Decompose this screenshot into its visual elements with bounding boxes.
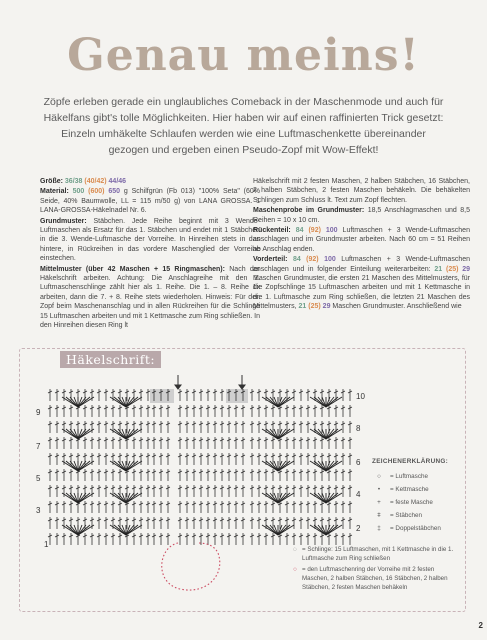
back-piece-text: Luftmaschen + 3 Wende-Luftmaschen anschlagen und im Grundmuster arbeiten. Nach 60 cm = 51 Reihen ab Anschlag enden.: [253, 227, 470, 253]
row-number-9: 9: [36, 408, 41, 417]
fan-stroke: [118, 461, 126, 471]
fan-stroke: [118, 493, 126, 503]
legend-label: = Doppelstäbchen: [390, 525, 441, 532]
loop-icon: ◌: [293, 546, 297, 553]
front-c: 100: [324, 256, 336, 264]
front-d: 21: [434, 265, 443, 273]
material-c: 650: [108, 188, 121, 196]
material-b: (600): [88, 188, 105, 196]
intro-text: Zöpfe erleben gerade ein unglaubliches Comeback in der Maschenmode und auch für Häkelfans gibt's tolle Möglichkeiten. Hier haben wir auf einen raffinierten Trick gesetzt: Einzeln umhäkelte Schlaufen werden wie eine Luftmaschenkette übereinander gezogen und ergeben einen Pseudo-Zopf mit Wow-Effekt!: [43, 96, 444, 156]
row-number-6: 6: [356, 458, 361, 467]
front-e: (25): [445, 265, 459, 273]
ground-pattern-label: Grundmuster:: [40, 217, 87, 225]
row-number-10: 10: [356, 392, 365, 401]
front-piece-paragraph: [253, 255, 470, 311]
continuation-paragraph: [253, 177, 470, 205]
middle-pattern-label: Mittelmuster (über 42 Maschen + 15 Ringmaschen):: [40, 265, 225, 273]
instructions-left-column: [40, 177, 260, 332]
instructions-right-column: [253, 177, 470, 313]
page-number: 2: [478, 621, 483, 630]
front-piece-text-1: Luftmaschen + 3 Wende-Luftmaschen anschlagen und in folgender Einteilung weiterarbeiten:: [253, 256, 470, 273]
legend-item: [372, 496, 462, 509]
material-paragraph: [40, 187, 260, 215]
note-text: = Schlinge: 15 Luftmaschen, mit 1 Kettmasche in die 1. Luftmasche zum Ring schließen: [302, 546, 454, 562]
fan-stroke: [118, 429, 126, 439]
note-item: [288, 545, 460, 563]
back-piece-paragraph: [253, 226, 470, 254]
row-number-3: 3: [36, 506, 41, 515]
middle-pattern-paragraph: [40, 265, 260, 331]
front-b: (92): [306, 256, 319, 264]
legend-label: = Kettmasche: [390, 486, 429, 493]
front-piece-text-2: Maschen Grundmuster, die ersten 21 Maschen des Mittelmusters, für die Zopfschlinge 15 Luftmaschen arbeiten und mit 1 Kettmasche in die 1. Luftmasche zum Ring schließen, die letzten 21 Maschen des Mittelmusters,: [253, 275, 470, 311]
ground-pattern-paragraph: [40, 217, 260, 264]
front-a: 84: [292, 256, 301, 264]
ground-pattern-text: Stäbchen. Jede Reihe beginnt mit 3 Wende-Luftmaschen als Ersatz für das 1. Stäbchen und endet mit 1 Stäbchen in die 3. Wende-Luftmasche der Vorreihe. In Hinreihen stets in das hintere, in Rückreihen in das vordere Maschenglied der Vorreihe einstechen.: [40, 217, 260, 263]
arrow-icons: [175, 375, 245, 389]
chain-stitch-icon: ○: [377, 473, 381, 480]
gauge-text: 18,5 Anschlagmaschen und 8,5 Reihen = 10 x 10 cm.: [253, 207, 470, 224]
back-a: 84: [295, 227, 304, 235]
legend-label: = Stäbchen: [390, 512, 423, 519]
note-item: [288, 565, 460, 592]
row-number-1: 1: [44, 540, 49, 549]
double-crochet-icon: ǂ: [377, 512, 381, 519]
legend-label: = Luftmasche: [390, 473, 428, 480]
size-b: (40/42): [84, 178, 107, 185]
row-number-8: 8: [356, 424, 361, 433]
back-c: 100: [325, 227, 338, 235]
size-paragraph: [40, 177, 260, 186]
fan-stroke: [270, 429, 278, 439]
crochet-chart-title: Häkelschrift:: [60, 351, 161, 368]
legend-item: [372, 509, 462, 522]
middle-pattern-text: Nach der Häkelschrift arbeiten. Achtung: Die Anschlagreihe mit den 1. Luftmaschenschlinge zählt hier als 1. Reihe. Die 1. – 8. Reihe 1x arbeiten, dann die 7. + 8. Reihe stets wiederholen. Hinweis: Für den Zopf beim Maschenanschlag und in allen Rückreihen für die Schlinge 15 Luftmaschen arbeiten und mit 1 Kettmasche zum Ring schließen. In den Hinreihen diesen Ring lt: [40, 265, 260, 330]
row-number-2: 2: [356, 524, 361, 533]
front-piece-text-3: Maschen Grundmuster. Anschließend wie: [332, 303, 462, 311]
legend-item: [372, 483, 462, 496]
note-text: = den Luftmaschenring der Vorreihe mit 2 festen Maschen, 2 halben Stäbchen, 16 Stäbchen, 2 halben Stäbchen, 2 festen Maschen behäkeln: [302, 566, 448, 591]
front-i: 29: [322, 303, 331, 311]
back-b: (92): [308, 227, 321, 235]
fan-stroke: [270, 493, 278, 503]
front-h: (25): [308, 303, 321, 311]
legend-title: ZEICHENERKLÄRUNG:: [372, 458, 449, 465]
size-a: 36/38: [64, 178, 83, 185]
material-text: g Schilfgrün (Fb 013) "100% Seta" (60% Seide, 40% Baumwolle, LL = 115 m/50 g) von LANA GROSSA. 1 LANA-GROSSA-Häkelnadel Nr. 6.: [40, 188, 261, 215]
fan-stroke: [118, 525, 126, 535]
legend-item: [372, 470, 462, 483]
slip-stitch-icon: •: [377, 486, 381, 493]
continuation-text: Häkelschrift mit 2 festen Maschen, 2 halben Stäbchen, 16 Stäbchen, 2 halben Stäbchen, 2 festen Maschen behäkeln. Die behäkelten Schlingen zum Schluss lt. Text zum Zopf flechten.: [253, 178, 470, 204]
fan-stroke: [118, 397, 126, 407]
legend-label: = feste Masche: [390, 499, 433, 506]
front-f: 29: [462, 265, 471, 273]
ring-loop-icon: [162, 543, 220, 590]
row-number-5: 5: [36, 474, 41, 483]
material-label: Material:: [40, 188, 69, 196]
gauge-label: Maschenprobe im Grundmuster:: [253, 207, 365, 215]
material-a: 500: [72, 188, 85, 196]
back-piece-label: Rückenteil:: [253, 227, 291, 235]
row-number-7: 7: [36, 442, 41, 451]
gauge-paragraph: [253, 206, 470, 225]
fan-symbols: [62, 397, 342, 535]
size-c: 44/46: [108, 178, 127, 185]
front-g: 21: [298, 303, 307, 311]
page-title: Genau meins!: [67, 30, 420, 81]
front-piece-label: Vorderteil:: [253, 256, 288, 264]
treble-crochet-icon: ‡: [377, 525, 381, 532]
fan-stroke: [270, 525, 278, 535]
chart-notes: [288, 545, 460, 594]
fan-stroke: [270, 461, 278, 471]
row-number-4: 4: [356, 490, 361, 499]
ring-icon: ○: [293, 566, 297, 573]
stitch-grid: [48, 389, 352, 545]
fan-stroke: [270, 397, 278, 407]
size-label: Größe:: [40, 178, 63, 185]
symbol-legend: [372, 455, 462, 535]
legend-item: [372, 522, 462, 535]
single-crochet-icon: +: [377, 499, 381, 506]
